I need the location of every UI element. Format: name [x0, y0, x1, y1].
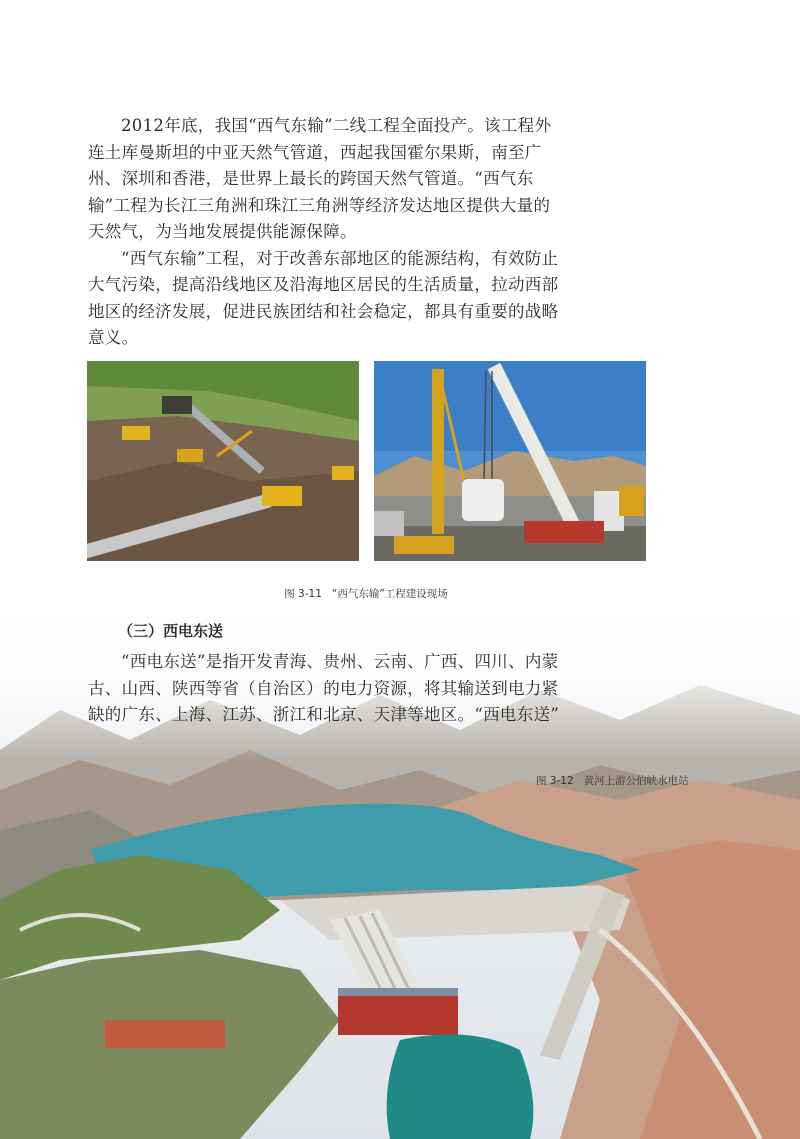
paragraph-3: “西电东送”是指开发青海、贵州、云南、广西、四川、内蒙古、山西、陕西等省（自治区）的电力资源，将其输送到电力紧缺的广东、上海、江苏、浙江和北京、天津等地区。“西电东送”: [88, 652, 560, 724]
paragraph-2: “西气东输”工程，对于改善东部地区的能源结构，有效防止大气污染，提高沿线地区及沿海地区居民的生活质量，拉动西部地区的经济发展，促进民族团结和社会稳定，都具有重要的战略意义。: [88, 248, 559, 347]
pipeline-construction-photo-left: [87, 361, 359, 561]
figure-3-12-number: 图 3-12: [536, 775, 574, 787]
figure-3-11-title: “西气东输”工程建设现场: [331, 588, 448, 600]
body-text-bottom: [88, 649, 560, 729]
pipeline-construction-photo-right: [374, 361, 646, 561]
section-heading: （三）西电东送: [118, 622, 224, 640]
figure-3-12-caption: [536, 773, 756, 788]
figure-3-11-caption: [87, 586, 645, 601]
body-text-top: [88, 113, 560, 352]
figure-3-12-title: 黄河上游公伯峡水电站: [583, 775, 689, 787]
paragraph-1: 2012年底，我国“西气东输”二线工程全面投产。该工程外连土库曼斯坦的中亚天然气管道，西起我国霍尔果斯，南至广州、深圳和香港，是世界上最长的跨国天然气管道。“西气东输”工程为长江三角洲和珠江三角洲等经济发达地区提供大量的天然气，为当地发展提供能源保障。: [88, 116, 552, 241]
figure-3-11-number: 图 3-11: [284, 588, 322, 600]
